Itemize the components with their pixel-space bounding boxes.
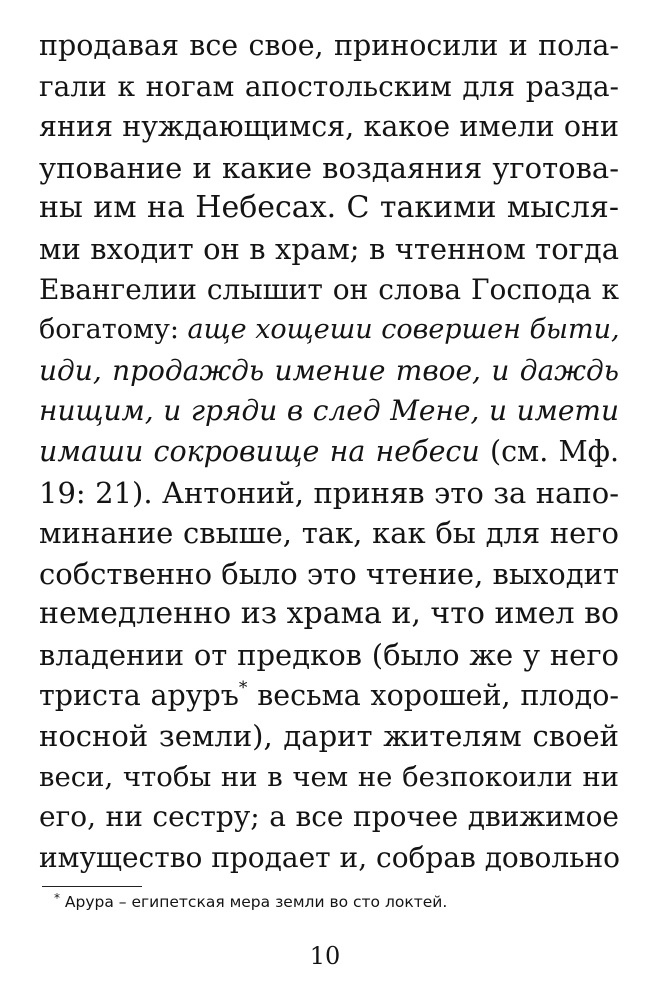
text-segment: владении от предков (было же у него xyxy=(39,637,619,672)
footnote-rule xyxy=(42,886,142,887)
text-segment: ны им на Небесах. С такими мысля- xyxy=(39,190,619,226)
text-segment: весьма хорошей, плодо- xyxy=(247,678,619,712)
text-line xyxy=(39,270,619,311)
text-segment: собственно было это чтение, выходит xyxy=(39,556,619,591)
text-line xyxy=(39,838,619,879)
text-line xyxy=(39,716,619,757)
text-segment: (см. Мф. xyxy=(479,434,619,468)
text-segment: немедленно из храма и, что имел во xyxy=(39,596,620,632)
text-line xyxy=(39,554,619,595)
text-line xyxy=(39,67,619,108)
italic-quote: иди, продаждь имение твое, и даждь xyxy=(39,353,619,387)
body-text xyxy=(39,26,619,878)
text-line xyxy=(39,26,619,67)
page-number: 10 xyxy=(309,942,341,970)
footnote-ref: * xyxy=(238,677,248,698)
footnote-marker: * xyxy=(54,891,60,905)
text-segment: имущество продает и, собрав довольно xyxy=(39,840,620,874)
text-segment: минание свыше, так, как бы для него xyxy=(39,516,619,551)
text-segment: 19: 21). Антоний, приняв это за напо- xyxy=(39,475,619,510)
text-segment: триста аруръ xyxy=(39,678,239,712)
text-segment: носной земли), дарит жителям своей xyxy=(39,719,619,754)
text-segment: яния нуждающимся, какое имели они xyxy=(39,110,619,144)
text-line xyxy=(39,757,619,798)
text-segment: продавая все свое, приносили и пола- xyxy=(39,29,619,62)
text-segment: упование и какие воздаяния уготова- xyxy=(39,150,619,185)
text-line xyxy=(39,635,619,676)
italic-quote: аще хощеши совершен быти, xyxy=(187,314,620,346)
text-segment: Евангелии слышит он слова Господа к xyxy=(39,272,619,306)
text-line xyxy=(39,188,619,229)
text-line xyxy=(39,513,619,554)
text-line xyxy=(39,310,619,351)
text-line xyxy=(39,594,619,635)
text-line xyxy=(39,107,619,148)
text-segment: его, ни сестру; а все прочее движимое xyxy=(39,800,619,834)
italic-quote: имаши сокровище на небеси xyxy=(39,434,480,468)
text-line xyxy=(39,432,619,473)
text-line xyxy=(39,797,619,838)
text-line xyxy=(39,391,619,432)
text-segment: веси, чтобы ни в чем не безпокоили ни xyxy=(39,760,619,793)
footnote xyxy=(54,891,614,911)
text-segment: ми входит он в храм; в чтенном тогда xyxy=(39,231,619,266)
footnote-text: Арура – египетская мера земли во сто локтей. xyxy=(60,893,448,911)
text-line xyxy=(39,351,619,392)
text-line xyxy=(39,229,619,270)
text-line xyxy=(39,148,619,189)
text-line xyxy=(39,473,619,514)
italic-quote: нищим, и гряди в след Мене, и имети xyxy=(39,394,619,428)
text-segment: гали к ногам апостольским для разда- xyxy=(39,69,619,103)
text-segment: богатому: xyxy=(39,314,188,346)
text-line xyxy=(39,676,619,717)
